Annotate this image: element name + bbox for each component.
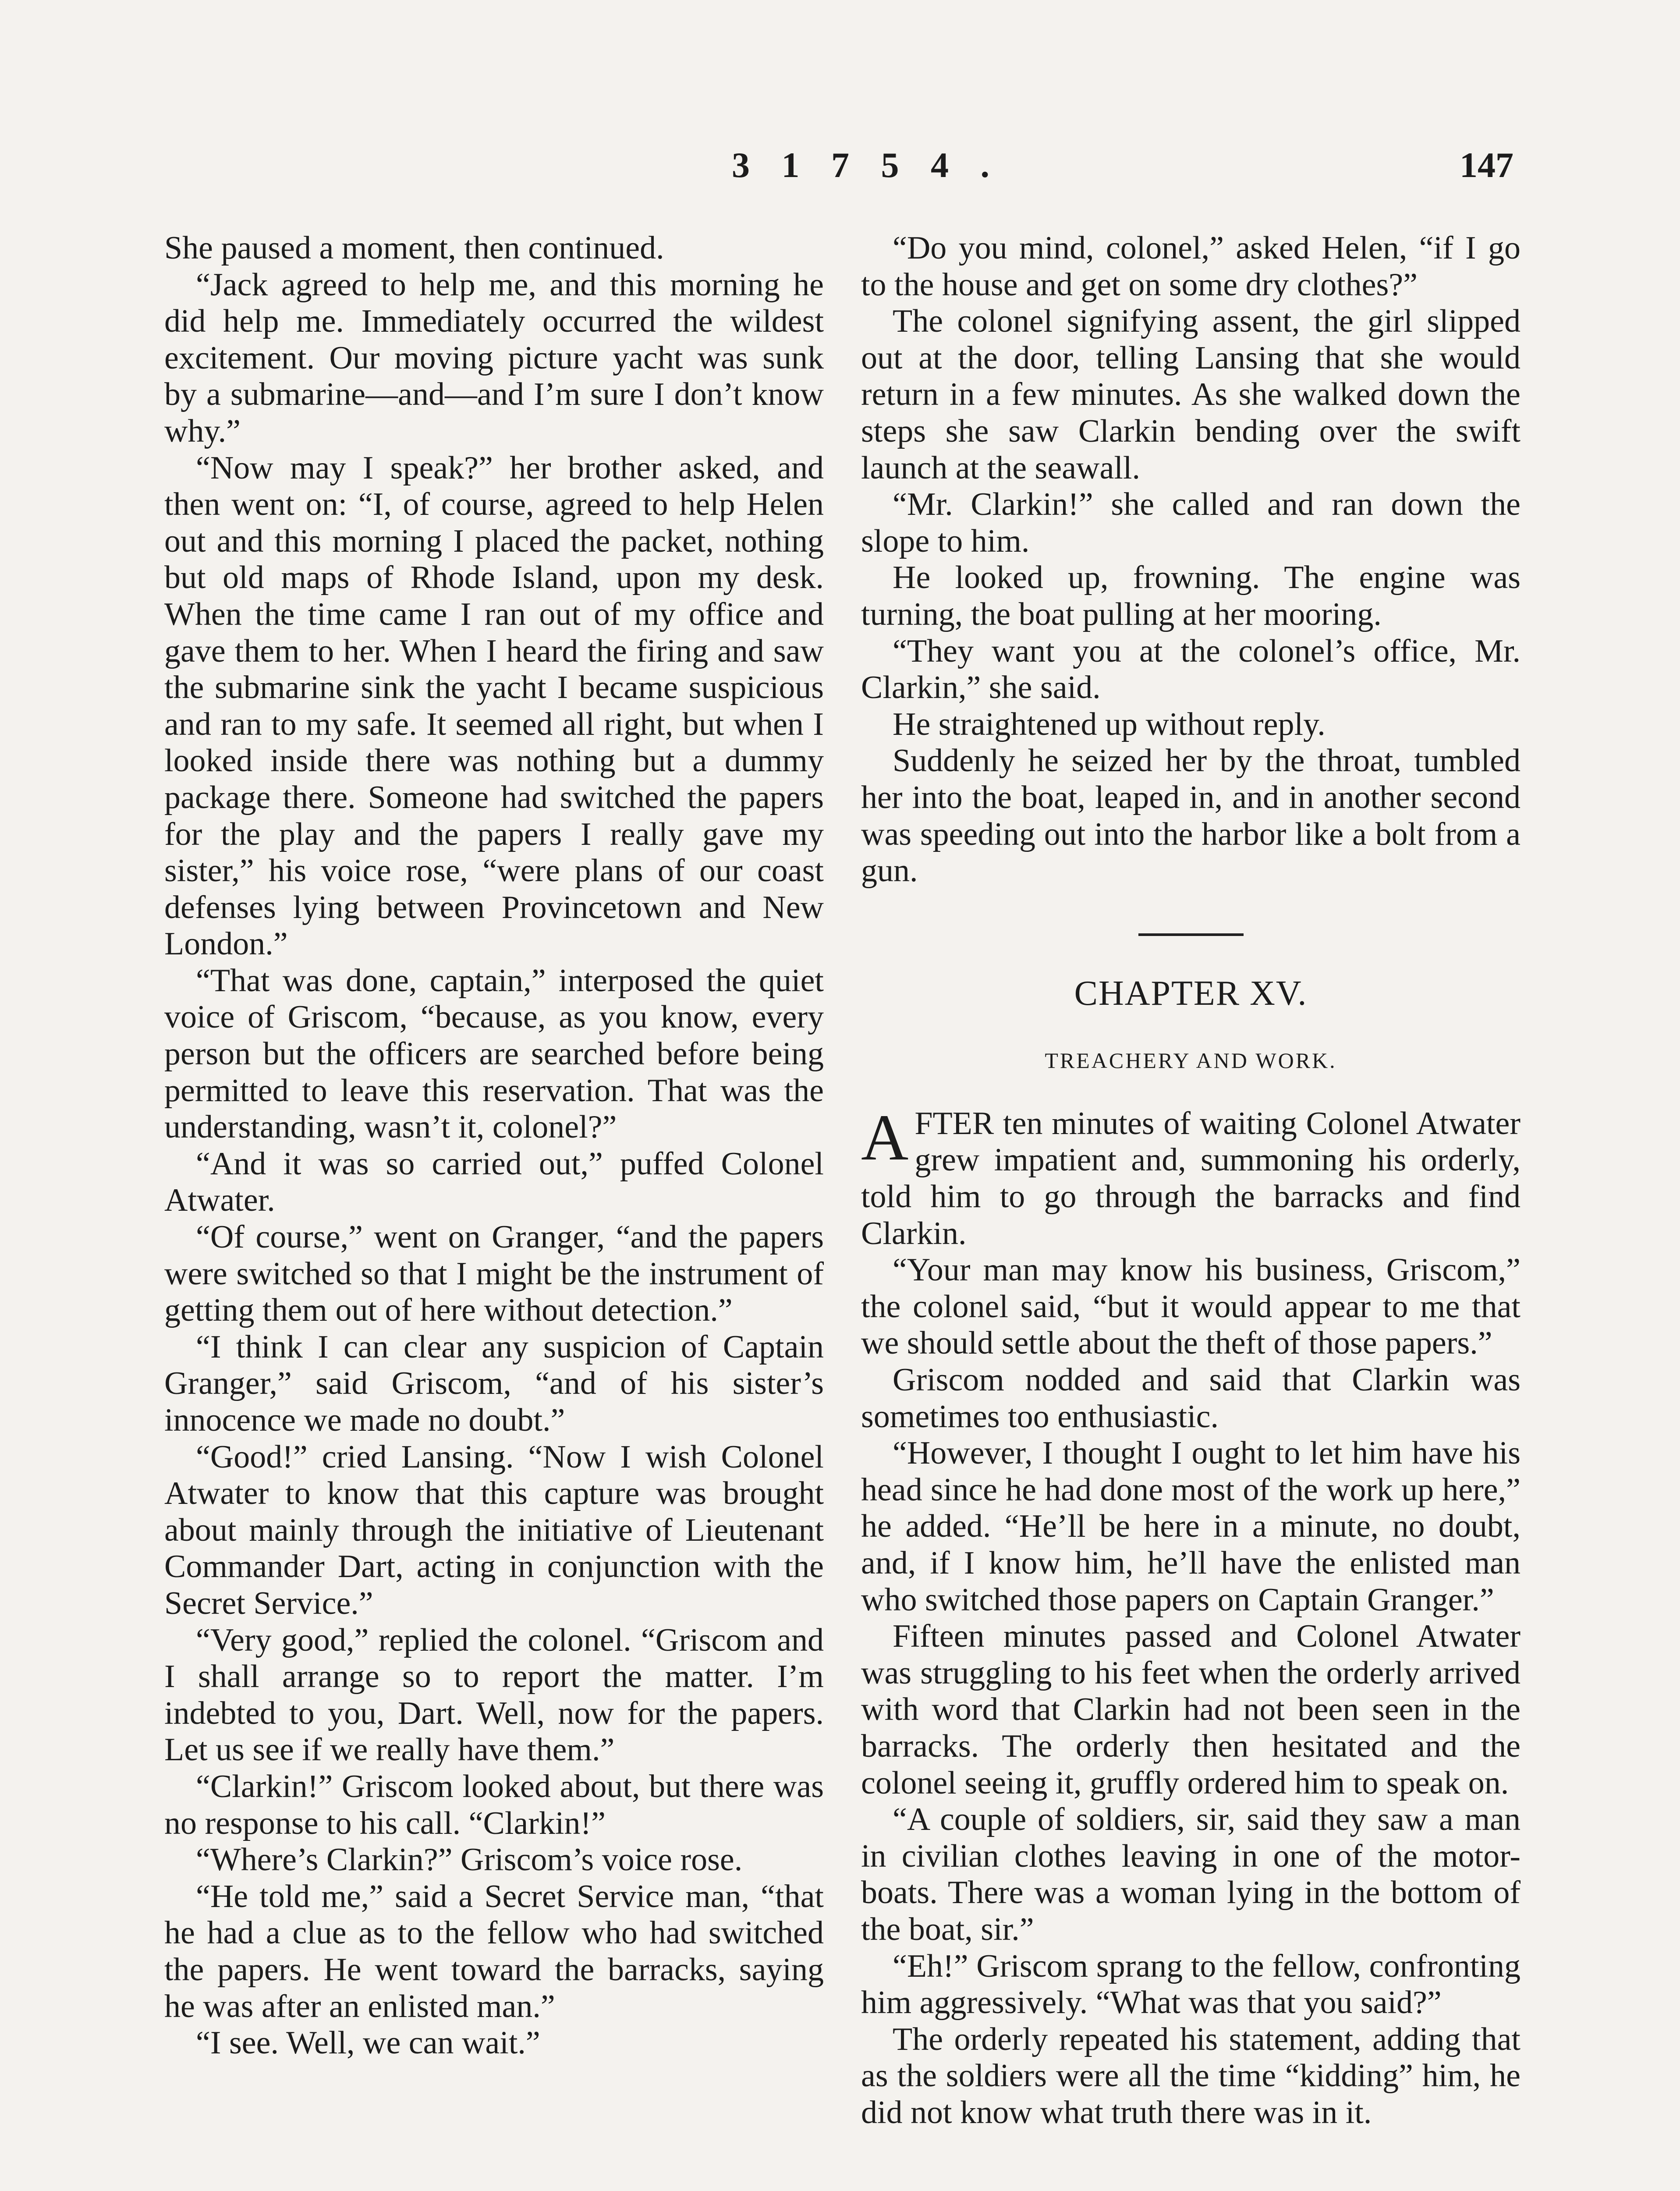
page-header	[0, 145, 1680, 197]
page-number: 147	[1460, 145, 1513, 185]
paragraph: “Your man may know his business, Griscom,” the colonel said, “but it would appear to me that we should settle about the theft of those papers.”	[861, 1252, 1521, 1361]
left-column	[164, 230, 824, 2062]
paragraph: “I think I can clear any suspicion of Captain Granger,” said Griscom, “and of his sister’s innocence we made no doubt.”	[164, 1329, 824, 1438]
paragraph: “They want you at the colonel’s office, Mr. Clarkin,” she said.	[861, 633, 1521, 706]
paragraph: “Do you mind, colonel,” asked Helen, “if I go to the house and get on some dry clothes?”	[861, 230, 1521, 303]
paragraph: Griscom nodded and said that Clarkin was sometimes too enthusiastic.	[861, 1362, 1521, 1435]
drop-cap: A	[861, 1101, 909, 1174]
paragraph: “Jack agreed to help me, and this morning he did help me. Immediately occurred the wildest excitement. Our moving picture yacht was sunk by a submarine—and—and I’m sure I don’t know why.”	[164, 266, 824, 449]
paragraph: “He told me,” said a Secret Service man, “that he had a clue as to the fellow who had switched the papers. He went toward the barracks, saying he was after an enlisted man.”	[164, 1878, 824, 2024]
section-divider	[1138, 933, 1244, 936]
paragraph: Fifteen minutes passed and Colonel Atwater was struggling to his feet when the orderly arrived with word that Clarkin had not been seen in the barracks. The orderly then hesitated and the colonel seeing it, gruffly ordered him to speak on.	[861, 1618, 1521, 1801]
header-mark: 3 1 7 5 4 .	[732, 145, 1001, 185]
paragraph: The colonel signifying assent, the girl slipped out at the door, telling Lansing that she would return in a few minutes. As she walked down the steps she saw Clarkin bending over the swift launch at the seawall.	[861, 303, 1521, 486]
paragraph: “Good!” cried Lansing. “Now I wish Colonel Atwater to know that this capture was brought about mainly through the initiative of Lieutenant Commander Dart, acting in conjunction with the Secret Service.”	[164, 1439, 824, 1621]
paragraph: “And it was so carried out,” puffed Colonel Atwater.	[164, 1145, 824, 1219]
chapter-title: CHAPTER XV.	[1074, 974, 1308, 1013]
paragraph: “Clarkin!” Griscom looked about, but there was no response to his call. “Clarkin!”	[164, 1768, 824, 1841]
paragraph: “That was done, captain,” interposed the quiet voice of Griscom, “because, as you know, every person but the officers are searched before being permitted to leave this reservation. That was the understanding, wasn’t it, colonel?”	[164, 962, 824, 1145]
paragraph: He straightened up without reply.	[893, 706, 1326, 742]
chapter-opening-paragraph	[861, 1101, 1521, 1252]
chapter-opening-text: FTER ten minutes of waiting Colonel Atwater grew impatient and, summoning his orderly, told him to go through the barracks and find Clarkin.	[861, 1105, 1521, 1251]
paragraph: “Very good,” replied the colonel. “Griscom and I shall arrange so to report the matter. I’m indebted to you, Dart. Well, now for the papers. Let us see if we really have them.”	[164, 1622, 824, 1768]
paragraph: “A couple of soldiers, sir, said they saw a man in civilian clothes leaving in one of the motor-boats. There was a woman lying in the bottom of the boat, sir.”	[861, 1801, 1521, 1947]
paragraph: “Where’s Clarkin?” Griscom’s voice rose.	[196, 1842, 743, 1878]
paragraph: He looked up, frowning. The engine was turning, the boat pulling at her mooring.	[861, 560, 1521, 632]
paragraph: “Now may I speak?” her brother asked, and then went on: “I, of course, agreed to help Helen out and this morning I placed the packet, nothing but old maps of Rhode Island, upon my desk. When the time came I ran out of my office and gave them to her. When I heard the firing and saw the submarine sink the yacht I became suspicious and ran to my safe. It seemed all right, but when I looked inside there was nothing but a dummy package there. Someone had switched the papers for the play and the papers I really gave my sister,” his voice rose, “were plans of our coast defenses lying between Provincetown and New London.”	[164, 450, 824, 962]
paragraph: “I see. Well, we can wait.”	[196, 2025, 540, 2061]
paragraph: “Mr. Clarkin!” she called and ran down the slope to him.	[861, 486, 1521, 559]
paragraph: Suddenly he seized her by the throat, tumbled her into the boat, leaped in, and in another second was speeding out into the harbor like a bolt from a gun.	[861, 743, 1521, 889]
chapter-subtitle: TREACHERY AND WORK.	[1045, 1048, 1337, 1073]
paragraph: She paused a moment, then continued.	[164, 230, 664, 266]
paragraph: “Eh!” Griscom sprang to the fellow, confronting him aggressively. “What was that you said?”	[861, 1948, 1521, 2021]
paragraph: “However, I thought I ought to let him have his head since he had done most of the work up here,” he added. “He’ll be here in a minute, no doubt, and, if I know him, he’ll have the enlisted man who switched those papers on Captain Granger.”	[861, 1435, 1521, 1618]
right-column	[861, 230, 1521, 2131]
paragraph: “Of course,” went on Granger, “and the papers were switched so that I might be the instrument of getting them out of here without detection.”	[164, 1219, 824, 1329]
paragraph: The orderly repeated his statement, adding that as the soldiers were all the time “kidding” him, he did not know what truth there was in it.	[861, 2021, 1521, 2131]
